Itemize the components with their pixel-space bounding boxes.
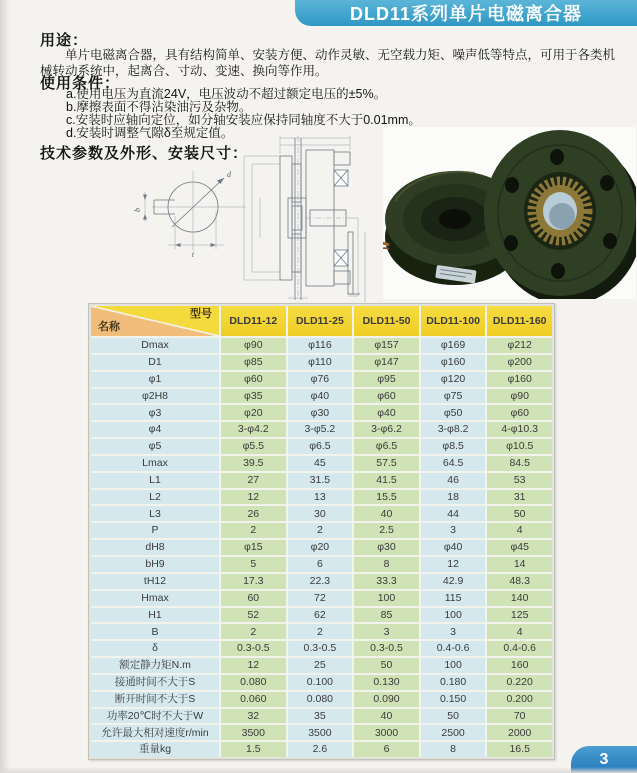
cell-value: 0.3-0.5 (221, 641, 286, 656)
page-number: 3 (599, 750, 609, 768)
page-title-bar (295, 0, 637, 26)
clutch-photo-illustration (383, 127, 636, 299)
cell-value: 57.5 (354, 456, 419, 471)
page-title: DLD11系列单片电磁离合器 (349, 4, 583, 24)
cell-value: 16.5 (487, 742, 552, 757)
cell-value: 35 (288, 709, 353, 724)
cell-value: 2.6 (288, 742, 353, 757)
cell-value: φ147 (354, 355, 419, 370)
cell-value: 41.5 (354, 473, 419, 488)
cell-value: 62 (288, 608, 353, 623)
cell-value: φ45 (487, 540, 552, 555)
cell-value: φ76 (288, 372, 353, 387)
spec-table-grid (91, 306, 552, 757)
cell-value: 2 (221, 624, 286, 639)
cell-value: 0.150 (421, 692, 486, 707)
cell-value: 22.3 (288, 574, 353, 589)
cell-value: 3-φ8.2 (421, 422, 486, 437)
cell-value: 0.100 (288, 675, 353, 690)
cell-value: 5 (221, 557, 286, 572)
cell-value: φ160 (421, 355, 486, 370)
cell-value: φ212 (487, 338, 552, 353)
cell-value: φ5.5 (221, 439, 286, 454)
row-label: dH8 (91, 540, 219, 555)
cell-value: 52 (221, 608, 286, 623)
cell-value: 31.5 (288, 473, 353, 488)
cell-value: 3-φ4.2 (221, 422, 286, 437)
cell-value: 3-φ6.2 (354, 422, 419, 437)
row-label: 断开时间不大于S (91, 692, 219, 707)
column-header: DLD11-12 (221, 306, 286, 336)
cell-value: 100 (421, 658, 486, 673)
row-label: φ1 (91, 372, 219, 387)
cell-value: 0.3-0.5 (354, 641, 419, 656)
cell-value: φ20 (221, 405, 286, 420)
column-header: DLD11-100 (421, 306, 486, 336)
column-header: DLD11-160 (487, 306, 552, 336)
cell-value: 3 (354, 624, 419, 639)
cell-value: 40 (354, 709, 419, 724)
row-label: L3 (91, 506, 219, 521)
cell-value: 32 (221, 709, 286, 724)
row-label: 接通时间不大于S (91, 675, 219, 690)
cell-value: 0.080 (221, 675, 286, 690)
cell-value: 85 (354, 608, 419, 623)
cell-value: φ157 (354, 338, 419, 353)
row-label: 允许最大相对速度r/min (91, 725, 219, 740)
cell-value: 72 (288, 591, 353, 606)
column-header: DLD11-50 (354, 306, 419, 336)
cell-value: 27 (221, 473, 286, 488)
condition-item: d.安装时调整气隙δ至规定值。 (66, 126, 234, 140)
cell-value: φ200 (487, 355, 552, 370)
cell-value: 115 (421, 591, 486, 606)
cell-value: 39.5 (221, 456, 286, 471)
cell-value: 0.090 (354, 692, 419, 707)
cell-value: 60 (221, 591, 286, 606)
cell-value: 0.220 (487, 675, 552, 690)
cell-value: φ40 (354, 405, 419, 420)
cell-value: 0.4-0.6 (487, 641, 552, 656)
cell-value: φ120 (421, 372, 486, 387)
cell-value: φ15 (221, 540, 286, 555)
cell-value: 0.180 (421, 675, 486, 690)
dim-label-t: t (191, 250, 195, 259)
usage-paragraph: 单片电磁离合器，具有结构简单、安装方便、动作灵敏、无空载力矩、噪声低等特点，可用于各类机械转动系统中，起离合、寸动、变速、换向等作用。 (40, 48, 616, 78)
row-label: D1 (91, 355, 219, 370)
cell-value: φ85 (221, 355, 286, 370)
cell-value: φ116 (288, 338, 353, 353)
cell-value: 2500 (421, 725, 486, 740)
row-label: Lmax (91, 456, 219, 471)
cell-value: 30 (288, 506, 353, 521)
cell-value: φ30 (354, 540, 419, 555)
row-label: φ5 (91, 439, 219, 454)
cell-value: 84.5 (487, 456, 552, 471)
corner-label-name: 名称 (98, 321, 120, 333)
cell-value: φ20 (288, 540, 353, 555)
cell-value: 2 (288, 523, 353, 538)
cell-value: 53 (487, 473, 552, 488)
cell-value: 50 (487, 506, 552, 521)
cell-value: 12 (221, 490, 286, 505)
cell-value: φ90 (487, 389, 552, 404)
row-label: Dmax (91, 338, 219, 353)
cell-value: 4-φ10.3 (487, 422, 552, 437)
cell-value: 0.4-0.6 (421, 641, 486, 656)
cell-value: φ60 (354, 389, 419, 404)
cell-value: 15.5 (354, 490, 419, 505)
cell-value: 50 (421, 709, 486, 724)
cell-value: 31 (487, 490, 552, 505)
cell-value: 46 (421, 473, 486, 488)
cell-value: 40 (354, 506, 419, 521)
dim-label-d: d (227, 170, 231, 179)
cell-value: φ160 (487, 372, 552, 387)
cell-value: 25 (288, 658, 353, 673)
row-label: L1 (91, 473, 219, 488)
cell-value: 1.5 (221, 742, 286, 757)
cell-value: 160 (487, 658, 552, 673)
cell-value: 0.060 (221, 692, 286, 707)
specs-heading: 技术参数及外形、安装尺寸： (40, 145, 249, 162)
cell-value: 3500 (288, 725, 353, 740)
cell-value: 0.130 (354, 675, 419, 690)
condition-item: a.使用电压为直流24V，电压波动不超过额定电压的±5%。 (66, 87, 387, 101)
cell-value: 3 (421, 523, 486, 538)
usage-heading: 用途： (40, 32, 89, 49)
cell-value: 125 (487, 608, 552, 623)
cell-value: 2.5 (354, 523, 419, 538)
table-corner-cell (91, 306, 219, 336)
cell-value: 4 (487, 624, 552, 639)
cell-value: 14 (487, 557, 552, 572)
cell-value: 100 (354, 591, 419, 606)
cell-value: 8 (421, 742, 486, 757)
row-label: B (91, 624, 219, 639)
row-label: φ4 (91, 422, 219, 437)
cell-value: φ30 (288, 405, 353, 420)
clutch-cross-section-drawing (236, 134, 372, 304)
cell-value: 48.3 (487, 574, 552, 589)
condition-item: c.安装时应轴向定位，如分轴安装应保持同轴度不大于0.01mm。 (66, 113, 421, 127)
cell-value: 17.3 (221, 574, 286, 589)
row-label: δ (91, 641, 219, 656)
spec-table (88, 303, 555, 760)
cell-value: 12 (421, 557, 486, 572)
cell-value: 2 (288, 624, 353, 639)
cell-value: φ90 (221, 338, 286, 353)
row-label: 额定静力矩N.m (91, 658, 219, 673)
cell-value: 13 (288, 490, 353, 505)
cell-value: 6 (354, 742, 419, 757)
cell-value: 0.200 (487, 692, 552, 707)
row-label: P (91, 523, 219, 538)
cell-value: φ10.5 (487, 439, 552, 454)
cell-value: 33.3 (354, 574, 419, 589)
cell-value: φ60 (221, 372, 286, 387)
cell-value: 100 (421, 608, 486, 623)
cell-value: φ95 (354, 372, 419, 387)
cell-value: 4 (487, 523, 552, 538)
cell-value: 70 (487, 709, 552, 724)
cell-value: 3500 (221, 725, 286, 740)
cell-value: 3 (421, 624, 486, 639)
cell-value: 3-φ5.2 (288, 422, 353, 437)
row-label: L2 (91, 490, 219, 505)
condition-item: b.摩擦表面不得沾染油污及杂物。 (66, 100, 252, 114)
cell-value: φ8.5 (421, 439, 486, 454)
cell-value: 0.3-0.5 (288, 641, 353, 656)
cell-value: φ6.5 (288, 439, 353, 454)
cell-value: 44 (421, 506, 486, 521)
corner-label-model: 型号 (190, 308, 212, 320)
product-photo (383, 127, 636, 299)
cell-value: 2 (221, 523, 286, 538)
conditions-heading: 使用条件： (40, 75, 121, 92)
cell-value: φ6.5 (354, 439, 419, 454)
cell-value: φ40 (421, 540, 486, 555)
cell-value: 18 (421, 490, 486, 505)
cell-value: 50 (354, 658, 419, 673)
row-label: Hmax (91, 591, 219, 606)
cell-value: 26 (221, 506, 286, 521)
keyway-dimension-drawing (132, 165, 248, 267)
cell-value: φ169 (421, 338, 486, 353)
cell-value: 64.5 (421, 456, 486, 471)
column-header: DLD11-25 (288, 306, 353, 336)
row-label: φ2H8 (91, 389, 219, 404)
cell-value: φ40 (288, 389, 353, 404)
cell-value: 42.9 (421, 574, 486, 589)
cell-value: φ75 (421, 389, 486, 404)
cell-value: 2000 (487, 725, 552, 740)
cell-value: 0.080 (288, 692, 353, 707)
cell-value: 6 (288, 557, 353, 572)
row-label: tH12 (91, 574, 219, 589)
cell-value: 8 (354, 557, 419, 572)
row-label: φ3 (91, 405, 219, 420)
cell-value: φ35 (221, 389, 286, 404)
row-label: 重量kg (91, 742, 219, 757)
row-label: H1 (91, 608, 219, 623)
row-label: 功率20℃时不大于W (91, 709, 219, 724)
cell-value: 45 (288, 456, 353, 471)
row-label: bH9 (91, 557, 219, 572)
cell-value: φ110 (288, 355, 353, 370)
cell-value: 140 (487, 591, 552, 606)
page-number-tab (571, 746, 637, 773)
dim-label-b: b (133, 208, 142, 212)
cell-value: φ60 (487, 405, 552, 420)
cell-value: 12 (221, 658, 286, 673)
cell-value: φ50 (421, 405, 486, 420)
cell-value: 3000 (354, 725, 419, 740)
